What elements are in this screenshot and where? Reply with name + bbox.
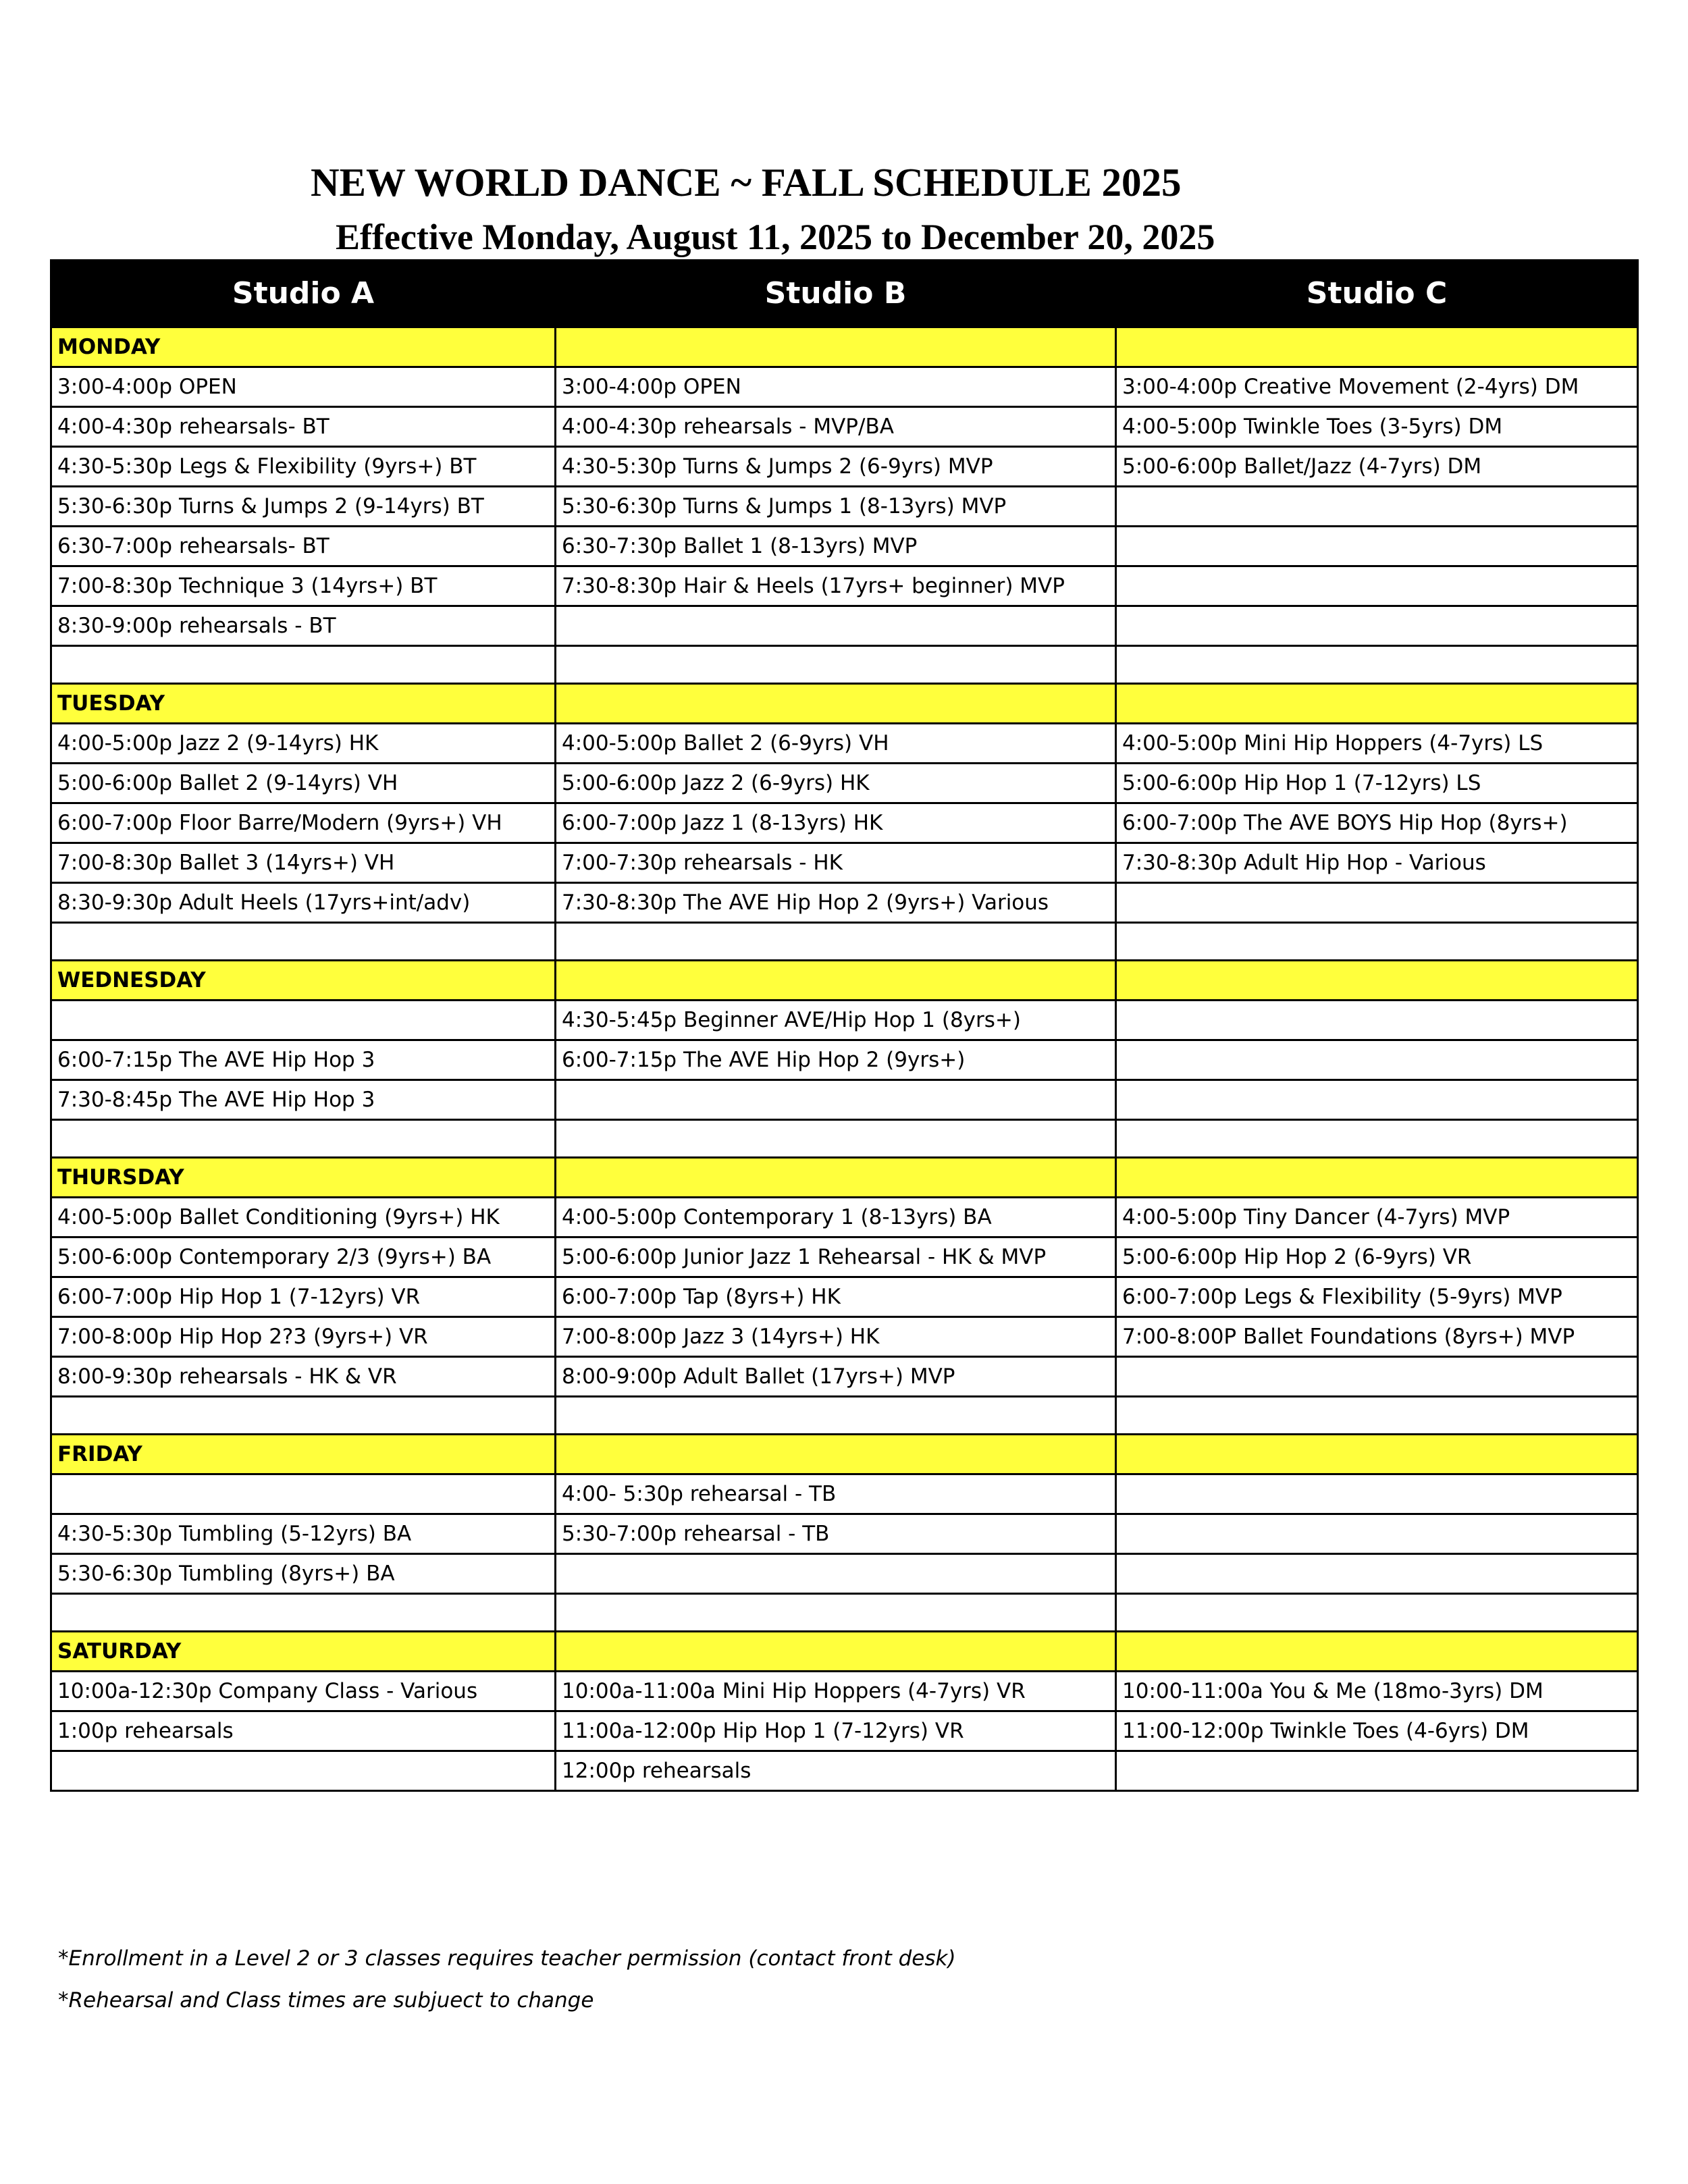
class-cell-studio-a: 8:00-9:30p rehearsals - HK & VR — [51, 1357, 556, 1397]
class-cell-studio-c: 3:00-4:00p Creative Movement (2-4yrs) DM — [1116, 367, 1638, 407]
class-cell-studio-b — [556, 1080, 1116, 1120]
class-cell-studio-b: 7:00-7:30p rehearsals - HK — [556, 843, 1116, 883]
schedule-row — [51, 527, 1638, 566]
class-cell-studio-c: 5:00-6:00p Hip Hop 2 (6-9yrs) VR — [1116, 1237, 1638, 1277]
schedule-row — [51, 1514, 1638, 1554]
schedule-row — [51, 1357, 1638, 1397]
class-cell-studio-a: 6:30-7:00p rehearsals- BT — [51, 527, 556, 566]
class-cell-studio-a: 5:30-6:30p Turns & Jumps 2 (9-14yrs) BT — [51, 487, 556, 527]
class-cell-studio-c — [1116, 1001, 1638, 1040]
class-cell-studio-b — [556, 1120, 1116, 1158]
schedule-row — [51, 606, 1638, 646]
day-header-friday — [51, 1435, 1638, 1474]
schedule-row — [51, 1594, 1638, 1632]
class-cell-studio-c: 5:00-6:00p Ballet/Jazz (4-7yrs) DM — [1116, 447, 1638, 487]
class-cell-studio-a: 1:00p rehearsals — [51, 1711, 556, 1751]
class-cell-studio-a: 4:30-5:30p Legs & Flexibility (9yrs+) BT — [51, 447, 556, 487]
day-header-saturday — [51, 1632, 1638, 1672]
class-cell-studio-a — [51, 1001, 556, 1040]
day-label: MONDAY — [51, 327, 556, 367]
class-cell-studio-c: 5:00-6:00p Hip Hop 1 (7-12yrs) LS — [1116, 764, 1638, 803]
class-cell-studio-c — [1116, 1080, 1638, 1120]
schedule-table — [50, 259, 1639, 1792]
class-cell-studio-b: 11:00a-12:00p Hip Hop 1 (7-12yrs) VR — [556, 1711, 1116, 1751]
class-cell-studio-c — [1116, 1554, 1638, 1594]
class-cell-studio-c — [1116, 1120, 1638, 1158]
class-cell-studio-b: 7:00-8:00p Jazz 3 (14yrs+) HK — [556, 1317, 1116, 1357]
schedule-row — [51, 803, 1638, 843]
class-cell-studio-a: 5:00-6:00p Contemporary 2/3 (9yrs+) BA — [51, 1237, 556, 1277]
class-cell-studio-c — [1116, 566, 1638, 606]
schedule-row — [51, 1751, 1638, 1791]
class-cell-studio-b: 6:00-7:00p Jazz 1 (8-13yrs) HK — [556, 803, 1116, 843]
schedule-row — [51, 724, 1638, 764]
schedule-row — [51, 646, 1638, 684]
day-label: THURSDAY — [51, 1158, 556, 1198]
day-header-thursday — [51, 1158, 1638, 1198]
column-header-studio-a: Studio A — [51, 261, 556, 327]
class-cell-studio-a: 6:00-7:15p The AVE Hip Hop 3 — [51, 1040, 556, 1080]
class-cell-studio-c — [1116, 1594, 1638, 1632]
class-cell-studio-a — [51, 1751, 556, 1791]
class-cell-studio-b: 6:00-7:15p The AVE Hip Hop 2 (9yrs+) — [556, 1040, 1116, 1080]
class-cell-studio-c — [1116, 646, 1638, 684]
class-cell-studio-c — [1116, 487, 1638, 527]
schedule-row — [51, 447, 1638, 487]
schedule-row — [51, 1672, 1638, 1711]
schedule-row — [51, 566, 1638, 606]
class-cell-studio-c — [1116, 1397, 1638, 1435]
day-label: WEDNESDAY — [51, 961, 556, 1001]
footnotes — [58, 1938, 956, 2021]
schedule-row — [51, 923, 1638, 961]
class-cell-studio-c: 4:00-5:00p Twinkle Toes (3-5yrs) DM — [1116, 407, 1638, 447]
day-header-cell — [1116, 327, 1638, 367]
class-cell-studio-c — [1116, 883, 1638, 923]
class-cell-studio-a — [51, 646, 556, 684]
class-cell-studio-c: 4:00-5:00p Mini Hip Hoppers (4-7yrs) LS — [1116, 724, 1638, 764]
class-cell-studio-c — [1116, 527, 1638, 566]
class-cell-studio-c: 6:00-7:00p The AVE BOYS Hip Hop (8yrs+) — [1116, 803, 1638, 843]
class-cell-studio-b — [556, 606, 1116, 646]
class-cell-studio-b: 4:00- 5:30p rehearsal - TB — [556, 1474, 1116, 1514]
class-cell-studio-b: 12:00p rehearsals — [556, 1751, 1116, 1791]
class-cell-studio-b: 3:00-4:00p OPEN — [556, 367, 1116, 407]
class-cell-studio-a: 7:00-8:00p Hip Hop 2?3 (9yrs+) VR — [51, 1317, 556, 1357]
class-cell-studio-a: 7:00-8:30p Technique 3 (14yrs+) BT — [51, 566, 556, 606]
class-cell-studio-a: 3:00-4:00p OPEN — [51, 367, 556, 407]
class-cell-studio-b — [556, 646, 1116, 684]
schedule-row — [51, 764, 1638, 803]
page-subtitle: Effective Monday, August 11, 2025 to December 20, 2025 — [336, 217, 1215, 257]
class-cell-studio-b: 5:00-6:00p Junior Jazz 1 Rehearsal - HK & MVP — [556, 1237, 1116, 1277]
class-cell-studio-a: 5:30-6:30p Tumbling (8yrs+) BA — [51, 1554, 556, 1594]
class-cell-studio-b: 6:00-7:00p Tap (8yrs+) HK — [556, 1277, 1116, 1317]
class-cell-studio-b: 4:00-5:00p Contemporary 1 (8-13yrs) BA — [556, 1198, 1116, 1237]
class-cell-studio-b: 5:30-7:00p rehearsal - TB — [556, 1514, 1116, 1554]
day-header-cell — [1116, 1632, 1638, 1672]
class-cell-studio-c: 11:00-12:00p Twinkle Toes (4-6yrs) DM — [1116, 1711, 1638, 1751]
class-cell-studio-a — [51, 1594, 556, 1632]
class-cell-studio-c: 7:00-8:00P Ballet Foundations (8yrs+) MVP — [1116, 1317, 1638, 1357]
class-cell-studio-b: 5:30-6:30p Turns & Jumps 1 (8-13yrs) MVP — [556, 487, 1116, 527]
schedule-row — [51, 1397, 1638, 1435]
class-cell-studio-b — [556, 1594, 1116, 1632]
class-cell-studio-a: 7:30-8:45p The AVE Hip Hop 3 — [51, 1080, 556, 1120]
class-cell-studio-c: 4:00-5:00p Tiny Dancer (4-7yrs) MVP — [1116, 1198, 1638, 1237]
day-header-cell — [556, 1435, 1116, 1474]
day-header-cell — [556, 684, 1116, 724]
schedule-row — [51, 843, 1638, 883]
class-cell-studio-c: 10:00-11:00a You & Me (18mo-3yrs) DM — [1116, 1672, 1638, 1711]
day-header-cell — [1116, 684, 1638, 724]
class-cell-studio-c: 6:00-7:00p Legs & Flexibility (5-9yrs) MVP — [1116, 1277, 1638, 1317]
class-cell-studio-b: 4:30-5:45p Beginner AVE/Hip Hop 1 (8yrs+) — [556, 1001, 1116, 1040]
day-header-cell — [556, 327, 1116, 367]
schedule-row — [51, 1711, 1638, 1751]
schedule-row — [51, 487, 1638, 527]
page-title: NEW WORLD DANCE ~ FALL SCHEDULE 2025 — [311, 160, 1182, 205]
schedule-row — [51, 1120, 1638, 1158]
day-header-monday — [51, 327, 1638, 367]
class-cell-studio-b: 7:30-8:30p Hair & Heels (17yrs+ beginner) MVP — [556, 566, 1116, 606]
class-cell-studio-a: 10:00a-12:30p Company Class - Various — [51, 1672, 556, 1711]
class-cell-studio-a — [51, 923, 556, 961]
class-cell-studio-c — [1116, 923, 1638, 961]
class-cell-studio-c — [1116, 1751, 1638, 1791]
schedule-row — [51, 1001, 1638, 1040]
class-cell-studio-b: 6:30-7:30p Ballet 1 (8-13yrs) MVP — [556, 527, 1116, 566]
class-cell-studio-a: 4:30-5:30p Tumbling (5-12yrs) BA — [51, 1514, 556, 1554]
class-cell-studio-b — [556, 1554, 1116, 1594]
schedule-row — [51, 1080, 1638, 1120]
class-cell-studio-b — [556, 923, 1116, 961]
schedule-row — [51, 1237, 1638, 1277]
class-cell-studio-b: 4:00-5:00p Ballet 2 (6-9yrs) VH — [556, 724, 1116, 764]
class-cell-studio-b: 8:00-9:00p Adult Ballet (17yrs+) MVP — [556, 1357, 1116, 1397]
footnote-enrollment: *Enrollment in a Level 2 or 3 classes requires teacher permission (contact front desk) — [58, 1946, 956, 1971]
column-header-studio-b: Studio B — [556, 261, 1116, 327]
class-cell-studio-a: 4:00-5:00p Jazz 2 (9-14yrs) HK — [51, 724, 556, 764]
schedule-row — [51, 407, 1638, 447]
class-cell-studio-a: 5:00-6:00p Ballet 2 (9-14yrs) VH — [51, 764, 556, 803]
day-header-cell — [1116, 1158, 1638, 1198]
column-header-studio-c: Studio C — [1116, 261, 1638, 327]
day-header-cell — [556, 1632, 1116, 1672]
day-header-cell — [556, 1158, 1116, 1198]
day-header-cell — [1116, 961, 1638, 1001]
schedule-row — [51, 367, 1638, 407]
class-cell-studio-a: 7:00-8:30p Ballet 3 (14yrs+) VH — [51, 843, 556, 883]
class-cell-studio-a — [51, 1397, 556, 1435]
column-header-row — [51, 261, 1638, 327]
class-cell-studio-b: 7:30-8:30p The AVE Hip Hop 2 (9yrs+) Various — [556, 883, 1116, 923]
class-cell-studio-c — [1116, 606, 1638, 646]
schedule-row — [51, 1277, 1638, 1317]
class-cell-studio-c: 7:30-8:30p Adult Hip Hop - Various — [1116, 843, 1638, 883]
day-header-wednesday — [51, 961, 1638, 1001]
class-cell-studio-b: 4:30-5:30p Turns & Jumps 2 (6-9yrs) MVP — [556, 447, 1116, 487]
class-cell-studio-a — [51, 1120, 556, 1158]
class-cell-studio-a — [51, 1474, 556, 1514]
class-cell-studio-c — [1116, 1474, 1638, 1514]
day-label: SATURDAY — [51, 1632, 556, 1672]
class-cell-studio-a: 8:30-9:30p Adult Heels (17yrs+int/adv) — [51, 883, 556, 923]
class-cell-studio-a: 8:30-9:00p rehearsals - BT — [51, 606, 556, 646]
class-cell-studio-b: 10:00a-11:00a Mini Hip Hoppers (4-7yrs) VR — [556, 1672, 1116, 1711]
class-cell-studio-a: 6:00-7:00p Floor Barre/Modern (9yrs+) VH — [51, 803, 556, 843]
day-header-tuesday — [51, 684, 1638, 724]
class-cell-studio-c — [1116, 1357, 1638, 1397]
footnote-times: *Rehearsal and Class times are subjuect to change — [58, 1988, 594, 2013]
schedule-row — [51, 1198, 1638, 1237]
class-cell-studio-a: 4:00-4:30p rehearsals- BT — [51, 407, 556, 447]
day-label: FRIDAY — [51, 1435, 556, 1474]
class-cell-studio-a: 6:00-7:00p Hip Hop 1 (7-12yrs) VR — [51, 1277, 556, 1317]
schedule-row — [51, 883, 1638, 923]
class-cell-studio-b: 5:00-6:00p Jazz 2 (6-9yrs) HK — [556, 764, 1116, 803]
class-cell-studio-c — [1116, 1514, 1638, 1554]
class-cell-studio-a: 4:00-5:00p Ballet Conditioning (9yrs+) HK — [51, 1198, 556, 1237]
class-cell-studio-b: 4:00-4:30p rehearsals - MVP/BA — [556, 407, 1116, 447]
schedule-row — [51, 1040, 1638, 1080]
schedule-row — [51, 1554, 1638, 1594]
class-cell-studio-b — [556, 1397, 1116, 1435]
class-cell-studio-c — [1116, 1040, 1638, 1080]
schedule-row — [51, 1474, 1638, 1514]
day-header-cell — [1116, 1435, 1638, 1474]
day-header-cell — [556, 961, 1116, 1001]
schedule-row — [51, 1317, 1638, 1357]
schedule-body — [51, 261, 1638, 1791]
day-label: TUESDAY — [51, 684, 556, 724]
